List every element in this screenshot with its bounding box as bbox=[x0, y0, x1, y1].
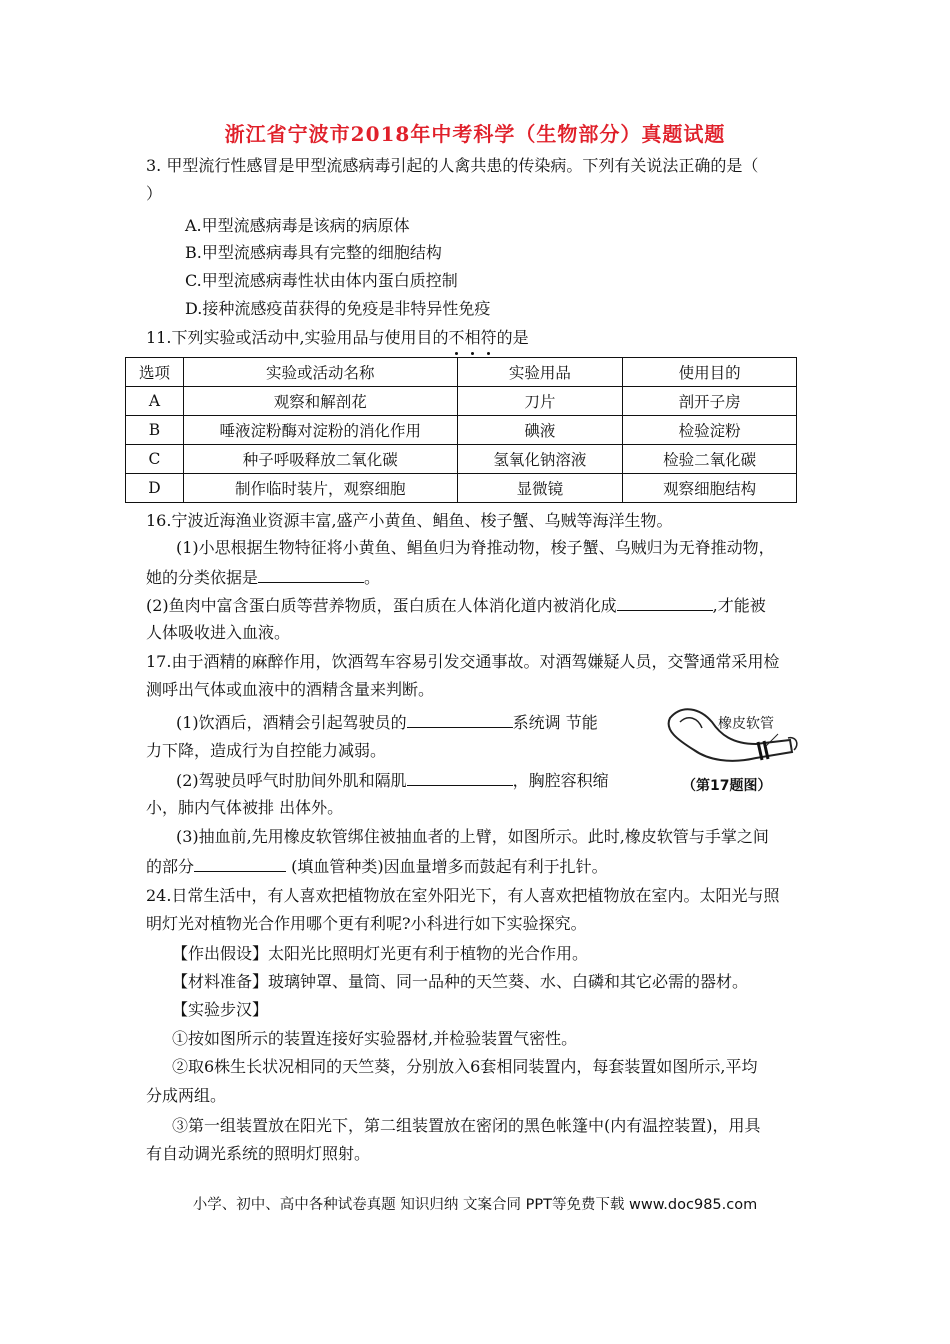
q24-step3-line1: ③第一组装置放在阳光下，第二组装置放在密闭的黑色帐篷中(内有温控装置)，用具 bbox=[172, 1116, 761, 1135]
q17-part1-line1 bbox=[176, 711, 598, 734]
q11-emphasis-char-2: 相 bbox=[464, 328, 481, 347]
table-header-purpose: 使用目的 bbox=[623, 358, 797, 387]
q24-stem-line2: 明灯光对植物光合作用哪个更有利呢?小科进行如下实验探究。 bbox=[146, 914, 587, 933]
q16-part2-line1 bbox=[146, 594, 766, 617]
q3-stem-line2: ） bbox=[146, 184, 163, 203]
q11-emphasis-char-1: 不 bbox=[448, 328, 465, 347]
q17-part3-line1: (3)抽血前,先用橡皮软管绑住被抽血者的上臂，如图所示。此时,橡皮软管与手掌之间 bbox=[176, 827, 769, 846]
q3-stem-line1: 3. 甲型流行性感冒是甲型流感病毒引起的人禽共患的传染病。下列有关说法正确的是（ bbox=[146, 156, 759, 175]
q16-part2-text: (2)鱼肉中富含蛋白质等营养物质，蛋白质在人体消化道内被消化成 bbox=[146, 596, 617, 615]
q16-part2-text-end: ,才能被 bbox=[712, 596, 766, 615]
table-row bbox=[126, 474, 797, 503]
table-header-option: 选项 bbox=[126, 358, 184, 387]
page-footer: 小学、初中、高中各种试卷真题 知识归纳 文案合同 PPT等免费下载 www.doc985.com bbox=[192, 1197, 758, 1213]
q17-part3-line2 bbox=[146, 855, 608, 878]
table-cell: 制作临时装片，观察细胞 bbox=[183, 474, 457, 503]
q3-option-d: D.接种流感疫苗获得的免疫是非特异性免疫 bbox=[185, 299, 491, 318]
q17-part1-line2: 力下降，造成行为自控能力减弱。 bbox=[146, 741, 387, 760]
q16-part2-line2: 人体吸收进入血液。 bbox=[146, 623, 291, 642]
table-cell: A bbox=[126, 387, 184, 416]
q17-part1-text-end: 系统调 节能 bbox=[512, 713, 598, 732]
q24-step2-line1: ②取6株生长状况相同的天竺葵，分别放入6套相同装置内，每套装置如图所示,平均 bbox=[172, 1057, 758, 1076]
q16-answer-blank-1[interactable] bbox=[258, 566, 364, 583]
q16-part1-end: 。 bbox=[364, 568, 381, 587]
table-cell: 氢氧化钠溶液 bbox=[457, 445, 623, 474]
table-cell: 碘液 bbox=[457, 416, 623, 445]
table-cell: 观察细胞结构 bbox=[623, 474, 797, 503]
table-cell: 检验淀粉 bbox=[623, 416, 797, 445]
q17-part3-text-end: (填血管种类)因血量增多而鼓起有利于扎针。 bbox=[286, 857, 608, 876]
q24-step2-line2: 分成两组。 bbox=[146, 1086, 227, 1105]
table-cell: 种子呼吸释放二氧化碳 bbox=[183, 445, 457, 474]
q24-steps-title: 【实验步汉】 bbox=[172, 1000, 269, 1019]
q17-answer-blank-3[interactable] bbox=[194, 855, 286, 872]
q16-part1-line1: (1)小思根据生物特征将小黄鱼、鲳鱼归为脊推动物，梭子蟹、乌贼归为无脊推动物， bbox=[176, 538, 775, 557]
q17-part2-line1 bbox=[176, 769, 609, 792]
q17-part3-text: 的部分 bbox=[146, 857, 195, 876]
q24-step3-line2: 有自动调光系统的照明灯照射。 bbox=[146, 1144, 371, 1163]
q11-table bbox=[125, 357, 797, 503]
q24-hypothesis: 【作出假设】太阳光比照明灯光更有利于植物的光合作用。 bbox=[172, 944, 589, 963]
q17-stem-line2: 测呼出气体或血液中的酒精含量来判断。 bbox=[146, 680, 435, 699]
table-cell: 唾液淀粉酶对淀粉的消化作用 bbox=[183, 416, 457, 445]
q17-part2-line2: 小，肺内气体被排 出体外。 bbox=[146, 798, 344, 817]
q17-figure bbox=[660, 700, 810, 800]
q17-part2-text: (2)驾驶员呼气时肋间外肌和隔肌 bbox=[176, 771, 407, 790]
table-cell: B bbox=[126, 416, 184, 445]
table-row bbox=[126, 387, 797, 416]
figure-label: 橡皮软管 bbox=[718, 716, 774, 732]
q17-stem-line1: 17.由于酒精的麻醉作用，饮酒驾车容易引发交通事故。对酒驾嫌疑人员，交警通常采用检 bbox=[146, 652, 780, 671]
q3-option-a: A.甲型流感病毒是该病的病原体 bbox=[185, 216, 410, 235]
q16-part1-text: 她的分类依据是 bbox=[146, 568, 259, 587]
figure-caption: （第17题图） bbox=[682, 778, 772, 794]
q24-step1: ①按如图所示的装置连接好实验器材,并检验装置气密性。 bbox=[172, 1029, 578, 1048]
q11-emphasis-char-3: 符 bbox=[480, 328, 497, 347]
table-cell: D bbox=[126, 474, 184, 503]
table-cell: C bbox=[126, 445, 184, 474]
arm-tourniquet-sketch bbox=[660, 700, 810, 800]
table-cell: 剖开子房 bbox=[623, 387, 797, 416]
table-cell: 显微镜 bbox=[457, 474, 623, 503]
table-cell: 检验二氧化碳 bbox=[623, 445, 797, 474]
q11-stem-prefix: 11.下列实验或活动中,实验用品与使用目的 bbox=[146, 328, 449, 347]
q3-option-b: B.甲型流感病毒具有完整的细胞结构 bbox=[185, 243, 442, 262]
table-header-supplies: 实验用品 bbox=[457, 358, 623, 387]
q3-option-c: C.甲型流感病毒性状由体内蛋白质控制 bbox=[185, 271, 458, 290]
table-row bbox=[126, 416, 797, 445]
q24-stem-line1: 24.日常生活中，有人喜欢把植物放在室外阳光下，有人喜欢把植物放在室内。太阳光与照 bbox=[146, 886, 780, 905]
q17-part2-text-end: ，胸腔容积缩 bbox=[512, 771, 609, 790]
q17-answer-blank-2[interactable] bbox=[407, 769, 513, 786]
q17-part1-text: (1)饮酒后，酒精会引起驾驶员的 bbox=[176, 713, 407, 732]
q24-materials: 【材料准备】玻璃钟罩、量筒、同一品种的天竺葵、水、白磷和其它必需的器材。 bbox=[172, 972, 749, 991]
q16-answer-blank-2[interactable] bbox=[617, 594, 713, 611]
page-title: 浙江省宁波市2018年中考科学（生物部分）真题试题 bbox=[224, 122, 726, 146]
q11-stem-suffix: 的是 bbox=[496, 328, 529, 347]
table-cell: 刀片 bbox=[457, 387, 623, 416]
q17-answer-blank-1[interactable] bbox=[407, 711, 513, 728]
q11-stem bbox=[146, 327, 529, 349]
q16-stem: 16.宁波近海渔业资源丰富,盛产小黄鱼、鲳鱼、梭子蟹、乌贼等海洋生物。 bbox=[146, 511, 673, 530]
table-header-row bbox=[126, 358, 797, 387]
table-cell: 观察和解剖花 bbox=[183, 387, 457, 416]
q16-part1-line2 bbox=[146, 566, 380, 589]
table-row bbox=[126, 445, 797, 474]
table-header-activity: 实验或活动名称 bbox=[183, 358, 457, 387]
